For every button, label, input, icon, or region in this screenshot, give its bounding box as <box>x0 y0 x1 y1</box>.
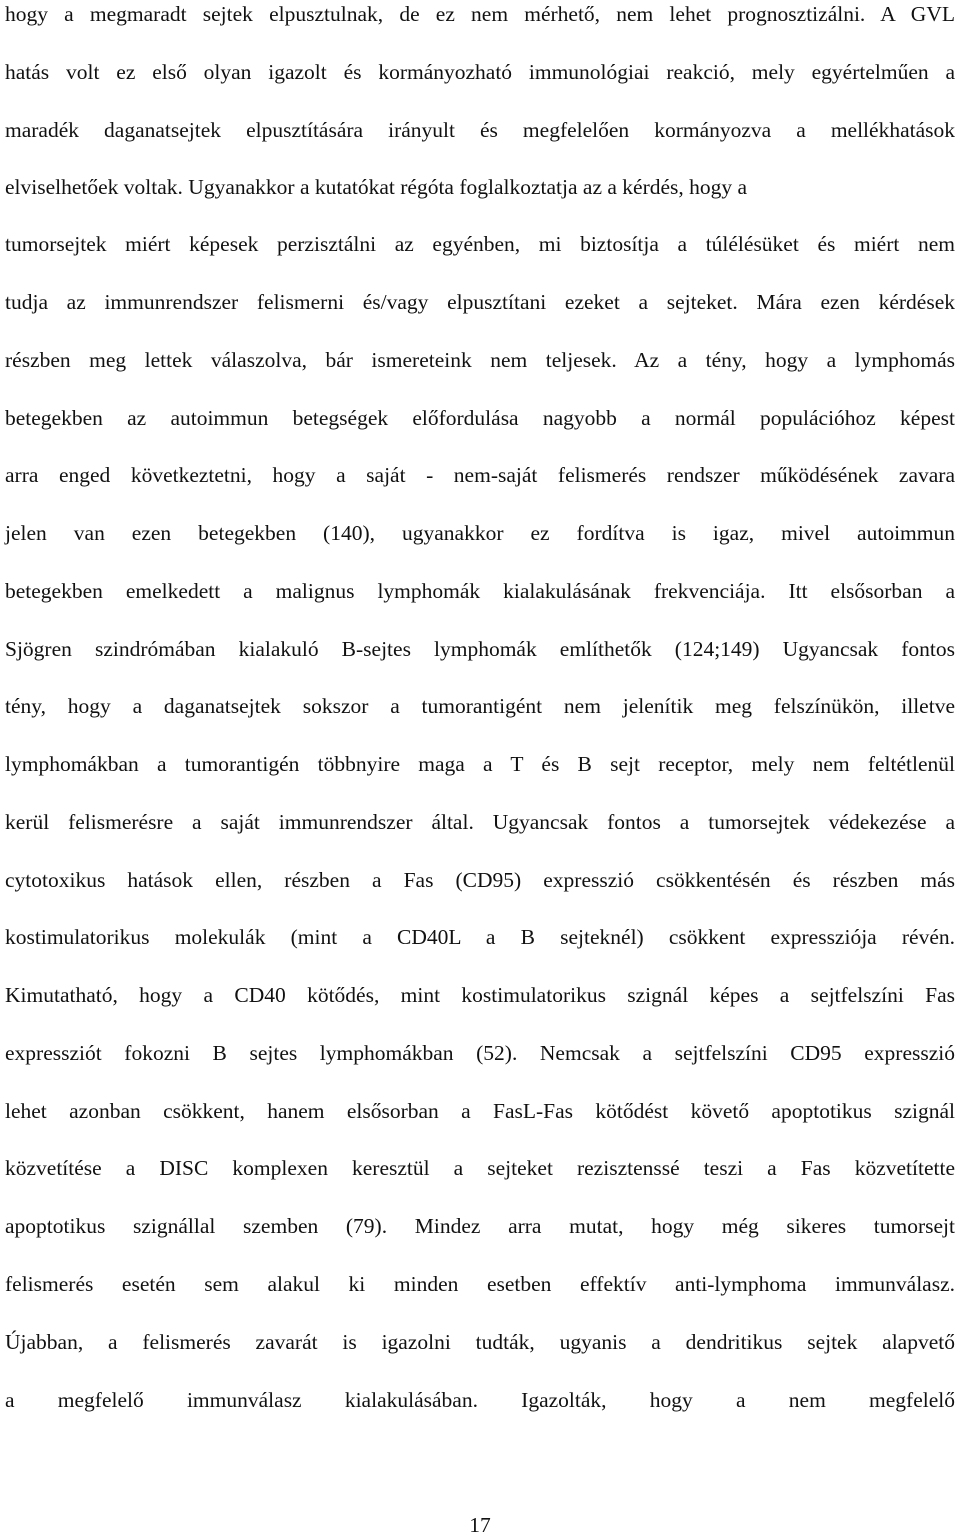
text-line: Újabban, a felismerés zavarát is igazolni tudták, ugyanis a dendritikus sejtek alapvető <box>5 1330 955 1354</box>
text-line: felismerés esetén sem alakul ki minden esetben effektív anti-lymphoma immunválasz. <box>5 1272 955 1296</box>
text-line: lymphomákban a tumorantigén többnyire maga a T és B sejt receptor, mely nem feltétlenül <box>5 752 955 776</box>
text-line: a megfelelő immunválasz kialakulásában. Igazolták, hogy a nem megfelelő <box>5 1388 955 1412</box>
text-line: kerül felismerésre a saját immunrendszer által. Ugyancsak fontos a tumorsejtek védekezése a <box>5 810 955 834</box>
text-line: expressziót fokozni B sejtes lymphomákban (52). Nemcsak a sejtfelszíni CD95 expresszió <box>5 1041 955 1065</box>
text-line: apoptotikus szignállal szemben (79). Mindez arra mutat, hogy még sikeres tumorsejt <box>5 1214 955 1238</box>
text-line: közvetítése a DISC komplexen keresztül a sejteket rezisztenssé teszi a Fas közvetítette <box>5 1156 955 1180</box>
text-line: elviselhetőek voltak. Ugyanakkor a kutatókat régóta foglalkoztatja az a kérdés, hogy a <box>5 175 748 199</box>
text-line: tumorsejtek miért képesek perzisztálni az egyénben, mi biztosítja a túlélésüket és miért nem <box>5 232 955 256</box>
text-line: tény, hogy a daganatsejtek sokszor a tumorantigént nem jelenítik meg felszínükön, illetve <box>5 694 955 718</box>
text-line: Kimutatható, hogy a CD40 kötődés, mint kostimulatorikus szignál képes a sejtfelszíni Fas <box>5 983 955 1007</box>
text-line: betegekben emelkedett a malignus lymphomák kialakulásának frekvenciája. Itt elsősorban a <box>5 579 955 603</box>
text-line: jelen van ezen betegekben (140), ugyanakkor ez fordítva is igaz, mivel autoimmun <box>5 521 955 545</box>
page-number: 17 <box>469 1513 491 1537</box>
text-line: kostimulatorikus molekulák (mint a CD40L a B sejteknél) csökkent expressziója révén. <box>5 925 955 949</box>
text-line: maradék daganatsejtek elpusztítására irányult és megfelelően kormányozva a mellékhatások <box>5 118 955 142</box>
text-line: arra enged következtetni, hogy a saját - nem-saját felismerés rendszer működésének zavara <box>5 463 955 487</box>
text-line: hogy a megmaradt sejtek elpusztulnak, de ez nem mérhető, nem lehet prognosztizálni. A GVL <box>5 2 955 26</box>
text-line: cytotoxikus hatások ellen, részben a Fas (CD95) expresszió csökkentésén és részben más <box>5 868 955 892</box>
text-line: betegekben az autoimmun betegségek előfordulása nagyobb a normál populációhoz képest <box>5 406 955 430</box>
text-line: tudja az immunrendszer felismerni és/vagy elpusztítani ezeket a sejteket. Mára ezen kérdések <box>5 290 955 314</box>
text-line: Sjögren szindrómában kialakuló B-sejtes lymphomák említhetők (124;149) Ugyancsak fontos <box>5 637 955 661</box>
text-line: lehet azonban csökkent, hanem elsősorban a FasL-Fas kötődést követő apoptotikus szignál <box>5 1099 955 1123</box>
text-line: részben meg lettek válaszolva, bár ismereteink nem teljesek. Az a tény, hogy a lymphomás <box>5 348 955 372</box>
text-line: hatás volt ez első olyan igazolt és kormányozható immunológiai reakció, mely egyértelműen a <box>5 60 955 84</box>
